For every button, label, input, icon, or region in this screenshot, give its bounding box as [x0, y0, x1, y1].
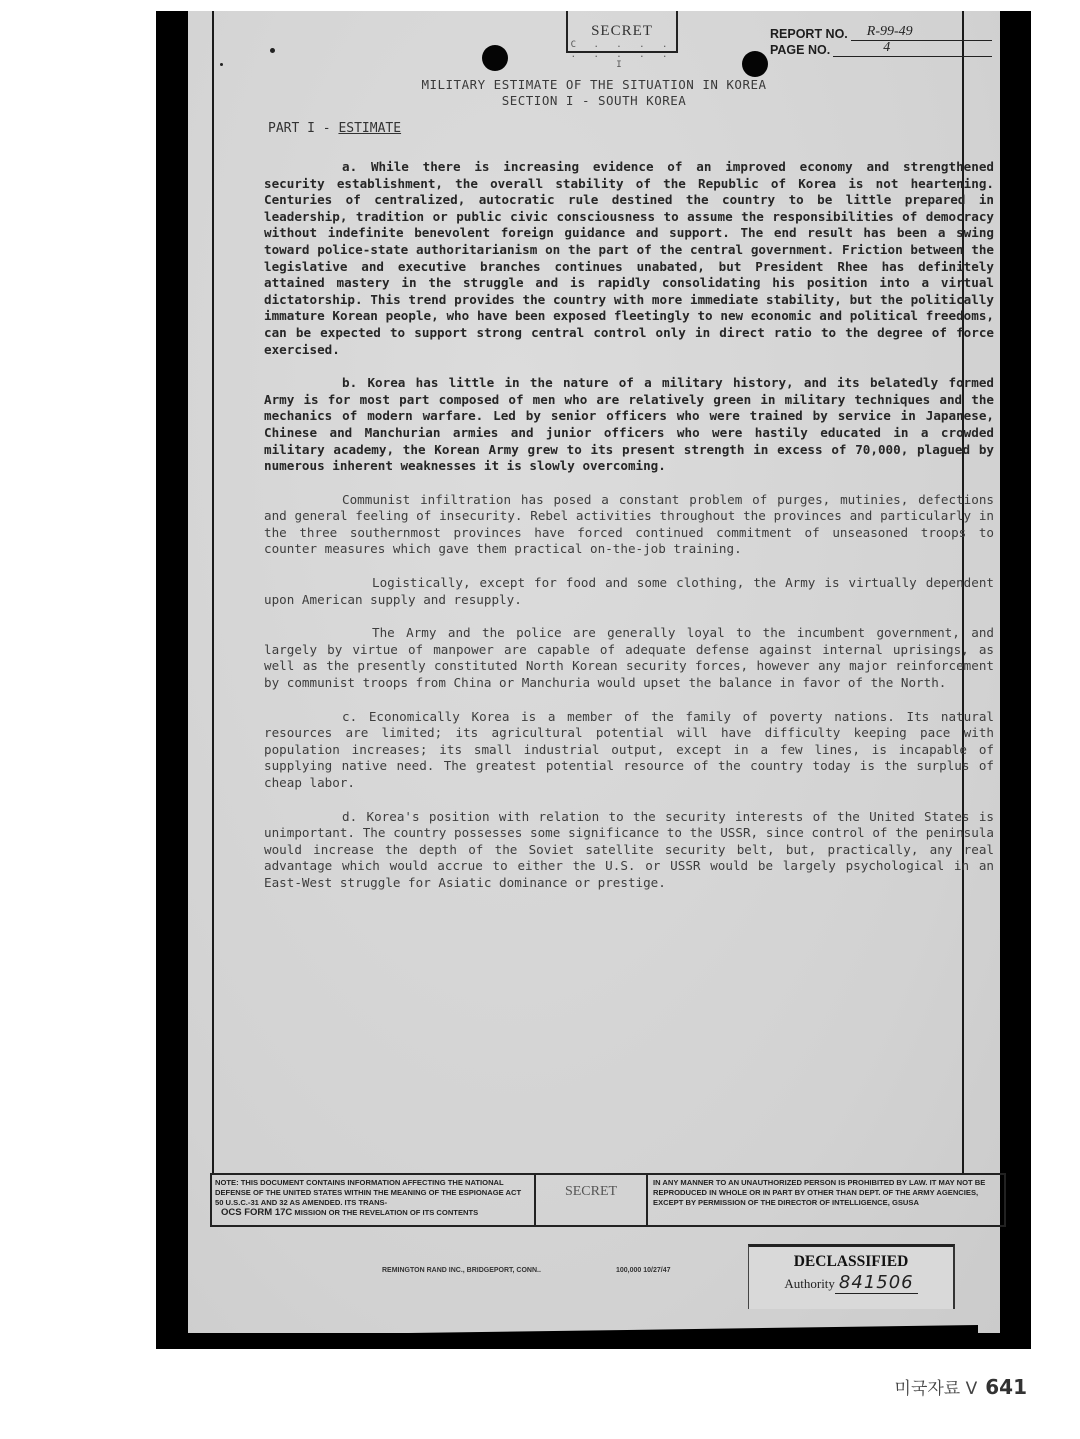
paragraph-b-4: [264, 625, 994, 691]
book-page-label: [895, 1374, 1027, 1399]
report-no-row: [770, 25, 992, 41]
declassified-title: DECLASSIFIED: [793, 1253, 909, 1270]
paragraph-a: [264, 159, 994, 358]
classification-box-top: [566, 11, 678, 70]
paragraph-b-2: [264, 492, 994, 558]
declassified-authority: [749, 1272, 953, 1293]
punch-hole-icon: [742, 51, 768, 77]
report-info: [770, 25, 992, 57]
paragraph-text: Economically Korea is a member of the family of poverty nations. Its natural resources are limited; its agricultural potential will have difficulty keeping pace with population increases; its small industrial output, except in a few lines, is incapable of supplying native need. The greatest potential resource of the country today is the surplus of cheap labor.: [264, 708, 994, 790]
page-no-label: PAGE NO.: [770, 43, 831, 57]
page-no-value: 4: [833, 42, 992, 57]
security-notice-bar: [210, 1173, 1006, 1227]
paragraph-marker: b.: [342, 375, 358, 391]
print-run: 100,000 10/27/47: [616, 1267, 671, 1274]
punch-hole-icon: [482, 45, 508, 71]
report-no-label: REPORT NO.: [770, 27, 848, 41]
paragraph-text: While there is increasing evidence of an improved economy and strengthened security establishment, the overall stability of the Republic of Korea is not heartening. Centuries of centralized, autocratic rule destined the country to be little prepared in leadership, tradition or public civic consciousness to assume the responsibilities of democracy without indefinite benevolent foreign guidance and support. The end result has been a swing toward police-state authoritarianism on the part of the central government. Friction between the legislative and executive branches continues unabated, but President Rhee has definitely attained mastery in the struggle and is rapidly consolidating his position into a virtual dictatorship. This trend provides the country with more immediate stability, but the politically immature Korean people, who have been exposed fleetingly to new economic and political freedoms, can be expected to support strong central control only in direct ratio to the degree of force exercised.: [264, 159, 994, 357]
classification-sub: C . . . . . . . . . I: [570, 40, 674, 70]
form-number: OCS FORM 17C: [221, 1207, 293, 1218]
classification-top: SECRET: [591, 23, 653, 39]
paragraph-marker: d.: [342, 808, 358, 824]
paragraph-c: [264, 709, 994, 792]
scanned-document: [156, 11, 1031, 1349]
page-no-row: [770, 41, 992, 57]
part-label: PART I -: [268, 121, 331, 136]
paragraph-text: Korea's position with relation to the security interests of the United States is unimportant. The country possesses some significance to the USSR, since control of the peninsula would increase the depth of the Soviet satellite security belt, but, practically, any real advantage which would accrue to either the U.S. or USSR would be largely psychological in an East-West struggle for Asiatic dominance or prestige.: [264, 808, 994, 890]
classification-bottom: SECRET: [536, 1175, 648, 1225]
authority-label: Authority: [784, 1276, 835, 1291]
paragraph-text: Korea has little in the nature of a military history, and its belatedly formed Army is for most part composed of men who are relatively green in military techniques and the mechanics of modern warfare. Led by senior officers who were trained by service in Japanese, Chinese and Manchurian armies and junior officers who were hastily educated in a crowded military academy, the Korean Army grew to its present strength in excess of 70,000, plagued by numerous inherent weaknesses it is slowly overcoming.: [264, 375, 994, 474]
paragraph-text: The Army and the police are generally loyal to the incumbent government, and largely by virtue of manpower are capable of adequate defense against internal uprisings, as well as the presently constituted North Korean security forces, however any major reinforcement by communist troops from China or Manchuria would upset the balance in favor of the North.: [264, 625, 994, 691]
notice-text-left-end: MISSION OR THE REVELATION OF ITS CONTENTS: [294, 1208, 479, 1217]
notice-text-left: NOTE: THIS DOCUMENT CONTAINS INFORMATION AFFECTING THE NATIONAL DEFENSE OF THE UNITED STATES WITHIN THE MEANING OF THE ESPIONAGE ACT 50 U.S.C.-31 AND 32 AS AMENDED. ITS TRANS-: [215, 1178, 522, 1207]
document-title: MILITARY ESTIMATE OF THE SITUATION IN KOREA: [421, 77, 767, 92]
paragraph-b-3: [264, 575, 994, 608]
paragraph-d: [264, 809, 994, 892]
authority-value: 841506: [835, 1272, 918, 1294]
collection-title: 미국자료 V: [894, 1379, 978, 1399]
speck: [270, 48, 275, 53]
document-page: [188, 11, 1000, 1333]
paragraph-marker: a.: [342, 159, 358, 174]
paragraph-b: [264, 375, 994, 475]
document-body: [264, 159, 994, 909]
declassified-stamp: [748, 1244, 955, 1309]
printer-imprint: REMINGTON RAND INC., BRIDGEPORT, CONN..: [382, 1267, 541, 1274]
speck: [220, 63, 223, 66]
security-notice-right: IN ANY MANNER TO AN UNAUTHORIZED PERSON IS PROHIBITED BY LAW. IT MAY NOT BE REPRODUCED IN WHOLE OR IN PART BY OTHER THAN DEPT. OF THE ARMY AGENCIES, EXCEPT BY PERMISSION OF THE DIRECTOR OF INTELLIGENCE, GSUSA: [653, 1178, 986, 1207]
document-section: SECTION I - SOUTH KOREA: [501, 93, 687, 108]
report-no-value: R-99-49: [851, 26, 992, 41]
security-notice-left: [212, 1175, 536, 1225]
part-title: ESTIMATE: [338, 121, 402, 136]
page-number: 641: [985, 1375, 1027, 1399]
paragraph-marker: c.: [342, 708, 358, 724]
part-heading: [268, 121, 401, 136]
paragraph-text: Logistically, except for food and some clothing, the Army is virtually dependent upon American supply and resupply.: [264, 575, 994, 607]
paragraph-text: Communist infiltration has posed a constant problem of purges, mutinies, defections and general feeling of insecurity. Rebel activities throughout the provinces and particularly in the three southernmost provinces have forced continued commitment of unseasoned troops to counter measures which gave them practical on-the-job training.: [264, 491, 994, 557]
